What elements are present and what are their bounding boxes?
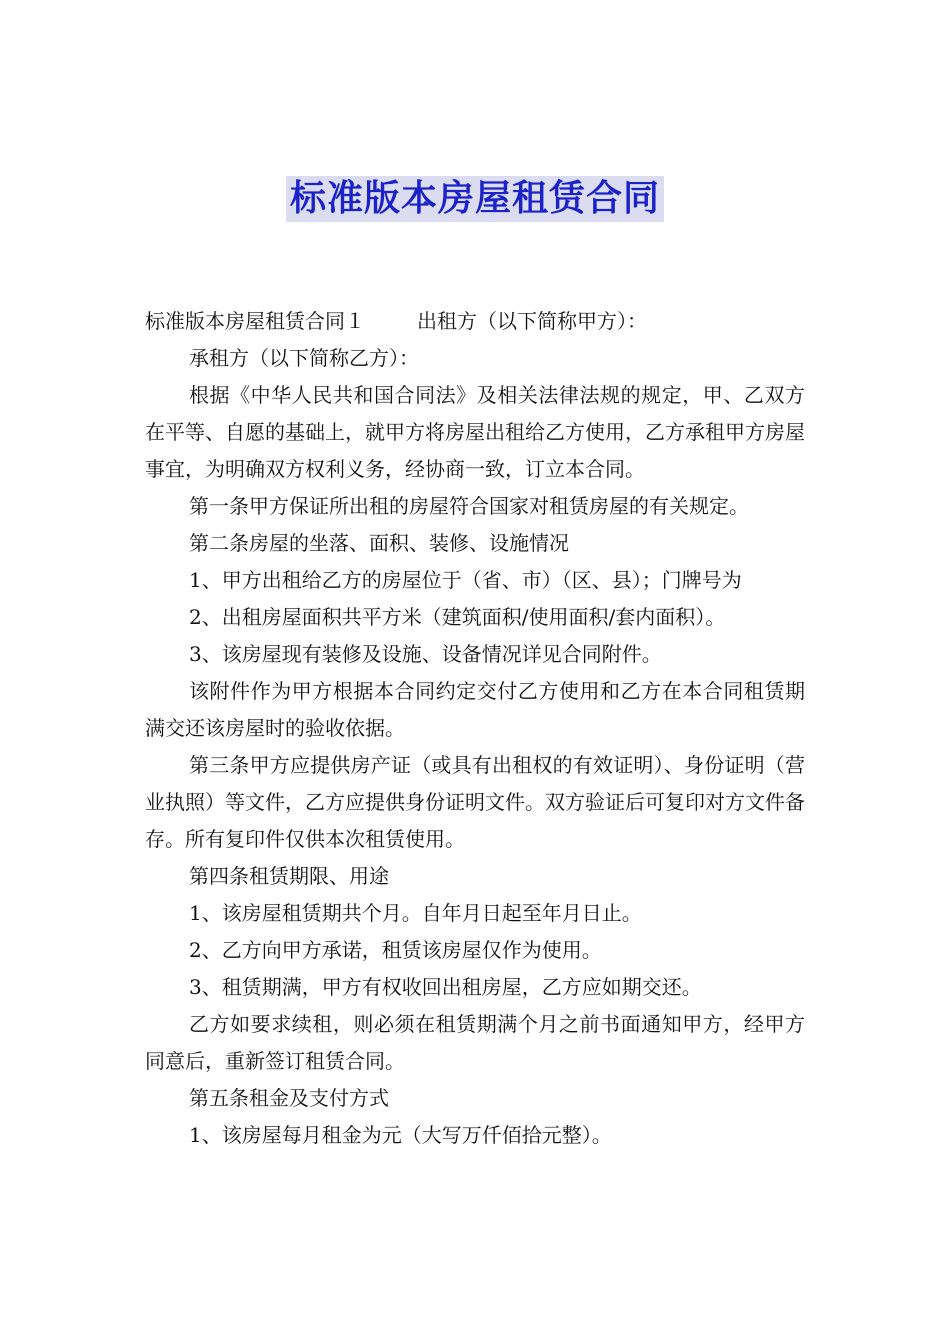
article-4-item-2: 2、乙方向甲方承诺，租赁该房屋仅作为使用。 bbox=[189, 938, 602, 962]
article-2-heading: 第二条房屋的坐落、面积、装修、设施情况 bbox=[189, 531, 569, 555]
contract-heading: 标准版本房屋租赁合同１ bbox=[145, 309, 365, 333]
article-4-item-1: 1、该房屋租赁期共个月。自年月日起至年月日止。 bbox=[189, 901, 642, 925]
document-title: 标准版本房屋租赁合同 bbox=[286, 176, 664, 222]
contract-body bbox=[145, 303, 805, 1154]
intro-line bbox=[145, 303, 805, 340]
paragraph-lessee: 承租方（以下简称乙方）： bbox=[189, 346, 419, 370]
paragraph-preamble: 根据《中华人民共和国合同法》及相关法律法规的规定，甲、乙双方在平等、自愿的基础上，就甲方将房屋出租给乙方使用，乙方承租甲方房屋事宜，为明确双方权利义务，经协商一致，订立本合同。 bbox=[145, 383, 805, 481]
article-4-heading: 第四条租赁期限、用途 bbox=[189, 864, 389, 888]
title-container bbox=[0, 176, 950, 222]
article-3: 第三条甲方应提供房产证（或具有出租权的有效证明）、身份证明（营业执照）等文件，乙方应提供身份证明文件。双方验证后可复印对方文件备存。所有复印件仅供本次租赁使用。 bbox=[145, 753, 805, 851]
lessor-line: 出租方（以下简称甲方）： bbox=[417, 309, 647, 333]
article-5-heading: 第五条租金及支付方式 bbox=[189, 1086, 389, 1110]
article-4-item-3: 3、租赁期满，甲方有权收回出租房屋，乙方应如期交还。 bbox=[189, 975, 702, 999]
article-2-item-1: 1、甲方出租给乙方的房屋位于（省、市）（区、县）；门牌号为 bbox=[189, 568, 742, 592]
annex-note: 该附件作为甲方根据本合同约定交付乙方使用和乙方在本合同租赁期满交还该房屋时的验收依据。 bbox=[145, 679, 805, 740]
article-1: 第一条甲方保证所出租的房屋符合国家对租赁房屋的有关规定。 bbox=[189, 494, 749, 518]
renewal-note: 乙方如要求续租，则必须在租赁期满个月之前书面通知甲方，经甲方同意后，重新签订租赁合同。 bbox=[145, 1012, 805, 1073]
article-2-item-2: 2、出租房屋面积共平方米（建筑面积/使用面积/套内面积）。 bbox=[189, 605, 726, 629]
article-2-item-3: 3、该房屋现有装修及设施、设备情况详见合同附件。 bbox=[189, 642, 662, 666]
article-5-item-1: 1、该房屋每月租金为元（大写万仟佰拾元整）。 bbox=[189, 1123, 612, 1147]
